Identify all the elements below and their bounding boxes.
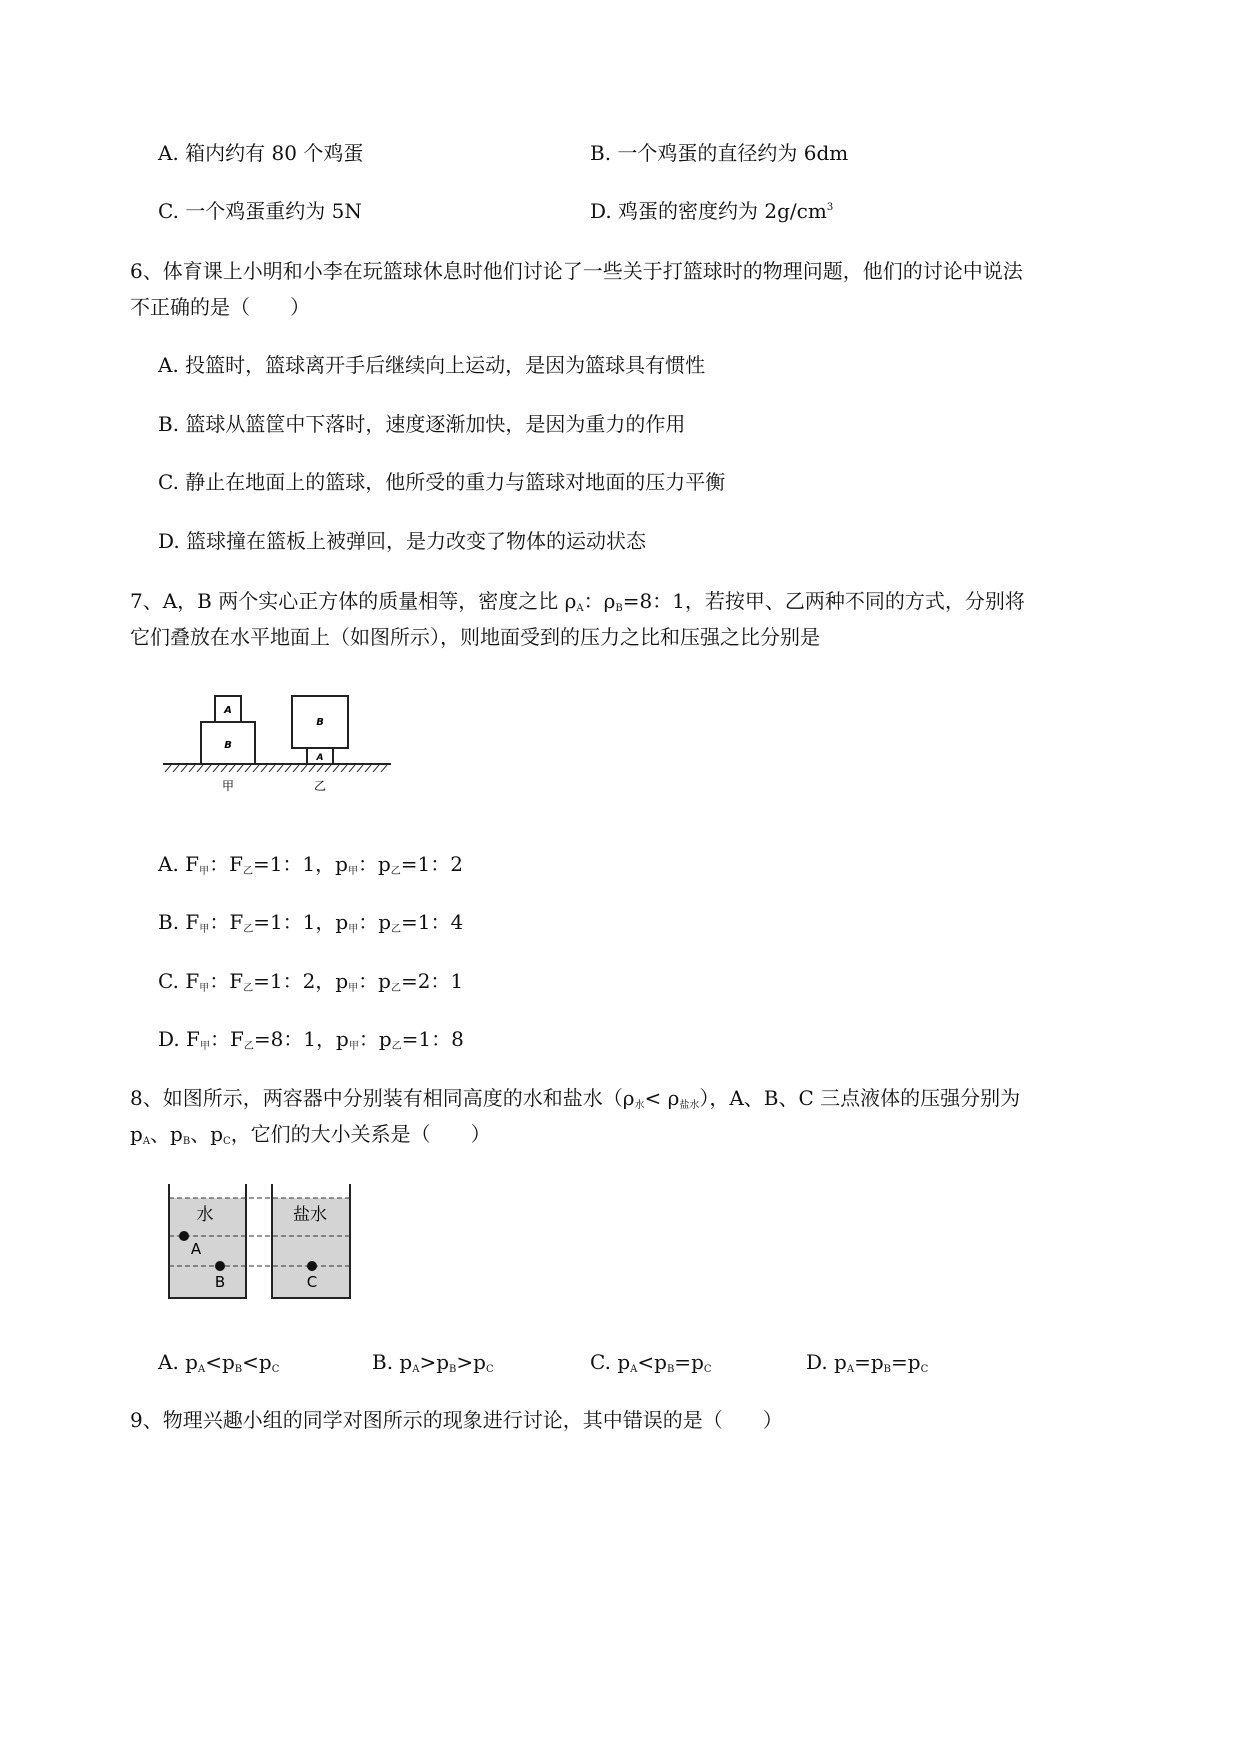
sub-b: B — [234, 1364, 243, 1375]
q8-stem-line2 — [130, 1124, 491, 1147]
q8-stem-text-3: ），A、B、C 三点液体的压强分别为 — [699, 1086, 1021, 1110]
q8-stem-text-2: < ρ — [644, 1086, 680, 1110]
sub-jia: 甲 — [348, 924, 359, 935]
q7-a-label: A. — [158, 852, 186, 876]
force-symbol: F — [229, 969, 244, 993]
q7-d-label: D. — [158, 1027, 187, 1051]
q5-option-c: C. 一个鸡蛋重约为 5N — [158, 199, 362, 223]
sub-yi: 乙 — [390, 866, 401, 877]
q7-stem-text-3: =8：1，若按甲、乙两种不同的方式，分别将 — [622, 589, 1025, 613]
pressure-symbol: p — [617, 1350, 631, 1374]
colon: ： — [358, 910, 379, 934]
q8-b-op2: > — [456, 1350, 474, 1374]
q7-a-force-ratio: =1：1， — [252, 852, 336, 876]
q6-option-c: C. 静止在地面上的篮球，他所受的重力与篮球对地面的压力平衡 — [158, 470, 726, 494]
pressure-symbol: p — [210, 1122, 224, 1146]
q5-option-d — [590, 201, 833, 221]
q8-c-op1: < — [637, 1350, 655, 1374]
sub-b: B — [883, 1364, 892, 1375]
colon: ： — [209, 969, 230, 993]
q8-stem-text-4: ，它们的大小关系是（ ） — [230, 1122, 491, 1146]
ground-hatch — [165, 765, 387, 772]
sub-a: A — [630, 1364, 638, 1375]
point-c — [307, 1261, 317, 1271]
q8-option-a — [158, 1352, 279, 1375]
force-symbol: F — [186, 1027, 200, 1051]
sub-jia: 甲 — [348, 983, 359, 994]
sub-c: C — [223, 1136, 231, 1147]
yi-label-b: B — [316, 717, 324, 728]
colon: ： — [358, 969, 379, 993]
pressure-symbol: p — [870, 1350, 884, 1374]
q7-c-pressure-ratio: =2：1 — [400, 969, 464, 993]
yi-label-a: A — [316, 753, 324, 763]
q7-c-force-ratio: =1：2， — [253, 969, 336, 993]
point-a — [179, 1231, 189, 1241]
sub-yi: 乙 — [243, 1041, 254, 1052]
force-symbol: F — [185, 910, 200, 934]
jia-label-a: A — [224, 705, 232, 716]
pressure-symbol: p — [336, 1027, 349, 1051]
q8-b-op1: > — [419, 1350, 437, 1374]
q7-d-force-ratio: =8：1， — [253, 1027, 337, 1051]
q7-option-b — [158, 912, 463, 935]
sub-yi: 乙 — [243, 983, 254, 994]
q6-option-d: D. 篮球撞在篮板上被弹回，是力改变了物体的运动状态 — [158, 529, 647, 553]
q7-stem-line1 — [130, 591, 1025, 614]
pressure-symbol: p — [436, 1350, 450, 1374]
force-symbol: F — [229, 852, 243, 876]
point-c-label: C — [306, 1273, 318, 1291]
q7-c-label: C. — [158, 969, 186, 993]
colon: ： — [357, 852, 378, 876]
pressure-symbol: p — [335, 910, 349, 934]
sub-yi: 乙 — [390, 983, 401, 994]
colon: ： — [209, 910, 230, 934]
sub-b: B — [449, 1364, 457, 1375]
q8-rho-sub-brine: 盐水 — [679, 1100, 700, 1111]
q8-a-op1: < — [205, 1350, 222, 1374]
sub-yi: 乙 — [242, 866, 253, 877]
q8-figure-containers — [160, 1184, 360, 1306]
q8-d-op1: = — [854, 1350, 871, 1374]
q8-c-op2: = — [674, 1350, 692, 1374]
q7-rho-sub-b: B — [615, 603, 623, 614]
point-b — [215, 1261, 225, 1271]
q7-option-c — [158, 971, 463, 994]
pressure-symbol: p — [378, 1027, 392, 1051]
q7-stem-line2: 它们叠放在水平地面上（如图所示），则地面受到的压力之比和压强之比分别是 — [130, 625, 820, 649]
q6-option-b: B. 篮球从篮筐中下落时，速度逐渐加快，是因为重力的作用 — [158, 412, 686, 436]
sub-jia: 甲 — [199, 983, 210, 994]
water-label: 水 — [196, 1205, 214, 1225]
separator: 、 — [150, 1122, 171, 1146]
q8-c-label: C. — [590, 1350, 618, 1374]
pressure-symbol: p — [130, 1122, 143, 1146]
sub-jia: 甲 — [347, 866, 358, 877]
sub-b: B — [182, 1136, 191, 1147]
force-symbol: F — [229, 1027, 244, 1051]
q7-rho-sub-a: A — [576, 603, 584, 614]
q5-option-a: A. 箱内约有 80 个鸡蛋 — [158, 141, 364, 165]
pressure-symbol: p — [258, 1350, 272, 1374]
q6-option-a: A. 投篮时，篮球离开手后继续向上运动，是因为篮球具有惯性 — [158, 353, 706, 377]
pressure-symbol: p — [654, 1350, 667, 1374]
q6-stem-line1: 6、体育课上小明和小李在玩篮球休息时他们讨论了一些关于打篮球时的物理问题，他们的讨论中说法 — [130, 259, 1023, 283]
q8-option-b — [372, 1352, 494, 1375]
force-symbol: F — [185, 969, 200, 993]
sub-c: C — [271, 1364, 280, 1375]
q8-stem-text-1: 8、如图所示，两容器中分别装有相同高度的水和盐水（ρ — [130, 1086, 635, 1110]
force-symbol: F — [185, 852, 200, 876]
sub-jia: 甲 — [199, 1041, 210, 1052]
jia-label-b: B — [224, 740, 232, 751]
pressure-symbol: p — [185, 1350, 198, 1374]
q7-b-pressure-ratio: =1：4 — [401, 910, 464, 934]
sub-c: C — [920, 1364, 929, 1375]
sub-yi: 乙 — [243, 924, 254, 935]
q8-a-label: A. — [158, 1350, 186, 1374]
q8-b-label: B. — [372, 1350, 400, 1374]
pressure-symbol: p — [473, 1350, 486, 1374]
q5-option-d-text: D. 鸡蛋的密度约为 2g/cm — [590, 199, 827, 223]
q7-a-pressure-ratio: =1：2 — [400, 852, 464, 876]
q7-d-pressure-ratio: =1：8 — [401, 1027, 464, 1051]
q8-option-c — [590, 1352, 712, 1375]
pressure-symbol: p — [378, 910, 392, 934]
pressure-symbol: p — [907, 1350, 921, 1374]
brine-label: 盐水 — [293, 1205, 327, 1225]
pressure-symbol: p — [377, 852, 391, 876]
sub-a: A — [846, 1364, 855, 1375]
sub-jia: 甲 — [199, 866, 210, 877]
point-a-label: A — [190, 1240, 202, 1258]
q7-option-a — [158, 854, 463, 877]
sub-c: C — [485, 1364, 494, 1375]
sub-yi: 乙 — [391, 1041, 402, 1052]
yi-caption: 乙 — [313, 779, 327, 793]
jia-caption: 甲 — [221, 779, 235, 793]
q8-rho-sub-water: 水 — [634, 1100, 645, 1111]
pressure-symbol: p — [335, 852, 348, 876]
pressure-symbol: p — [834, 1350, 847, 1374]
sub-yi: 乙 — [391, 924, 402, 935]
force-symbol: F — [229, 910, 244, 934]
pressure-symbol: p — [335, 969, 349, 993]
q8-option-d — [806, 1352, 928, 1375]
pressure-symbol: p — [221, 1350, 235, 1374]
q8-stem-line1 — [130, 1088, 1020, 1111]
sub-jia: 甲 — [348, 1041, 359, 1052]
colon: ： — [209, 852, 230, 876]
pressure-symbol: p — [399, 1350, 413, 1374]
sub-c: C — [703, 1364, 712, 1375]
sub-a: A — [197, 1364, 206, 1375]
q5-option-d-sup: 3 — [826, 202, 834, 213]
pressure-symbol: p — [170, 1122, 183, 1146]
q7-b-label: B. — [158, 910, 186, 934]
colon: ： — [358, 1027, 379, 1051]
separator: 、 — [190, 1122, 211, 1146]
q8-d-label: D. — [806, 1350, 835, 1374]
q5-option-b: B. 一个鸡蛋的直径约为 6dm — [590, 141, 849, 165]
sub-jia: 甲 — [199, 924, 210, 935]
pressure-symbol: p — [691, 1350, 704, 1374]
q7-b-force-ratio: =1：1， — [253, 910, 336, 934]
sub-b: B — [666, 1364, 675, 1375]
q7-option-d — [158, 1029, 464, 1052]
q7-stem-text-2: ：ρ — [583, 589, 616, 613]
pressure-symbol: p — [378, 969, 391, 993]
sub-a: A — [412, 1364, 420, 1375]
q7-figure-stacked-cubes — [155, 688, 400, 808]
colon: ： — [209, 1027, 230, 1051]
q8-a-op2: < — [242, 1350, 259, 1374]
point-b-label: B — [214, 1273, 226, 1291]
q7-stem-text-1: 7、A，B 两个实心正方体的质量相等，密度之比 ρ — [130, 589, 577, 613]
q6-stem-line2: 不正确的是（ ） — [130, 295, 310, 319]
q8-d-op2: = — [891, 1350, 908, 1374]
sub-a: A — [142, 1136, 151, 1147]
q9-stem-line1: 9、物理兴趣小组的同学对图所示的现象进行讨论，其中错误的是（ ） — [130, 1408, 783, 1432]
